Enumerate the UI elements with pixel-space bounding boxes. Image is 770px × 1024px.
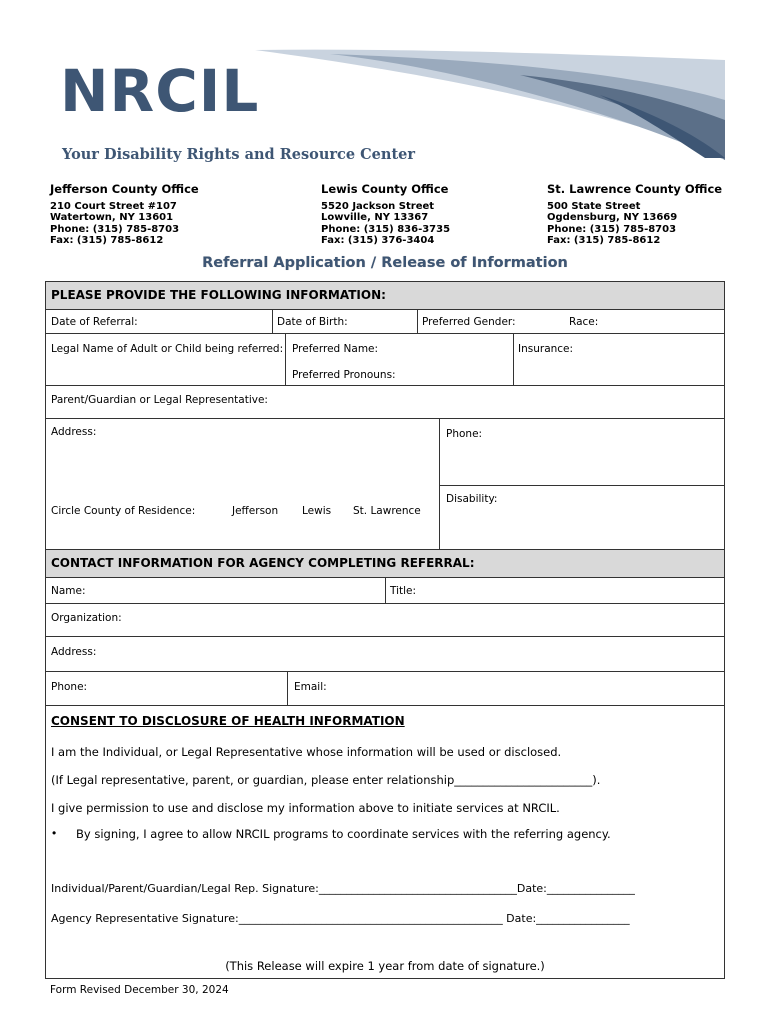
county-option-jefferson[interactable]: Jefferson: [232, 505, 279, 517]
consent-bullet-text: By signing, I agree to allow NRCIL programs to coordinate services with the referring agency.: [76, 827, 611, 841]
agency-title-field[interactable]: [385, 577, 725, 604]
preferred-gender-label: Preferred Gender:: [422, 316, 516, 328]
office-name: Jefferson County Office: [50, 182, 199, 196]
office-street: 500 State Street: [547, 200, 641, 212]
form-title: Referral Application / Release of Information: [202, 255, 568, 271]
disability-field[interactable]: [439, 485, 725, 550]
date-of-referral-field[interactable]: [45, 309, 273, 334]
office-fax: Fax: (315) 785-8612: [50, 235, 164, 246]
gender-race-field[interactable]: [417, 309, 725, 334]
section-heading-text: PLEASE PROVIDE THE FOLLOWING INFORMATION:: [51, 288, 386, 302]
agency-address-label: Address:: [51, 646, 97, 658]
section-heading-agency: [45, 549, 725, 578]
nrcil-logo: NRCIL: [60, 57, 260, 125]
agency-name-field[interactable]: [45, 577, 386, 604]
insurance-label: Insurance:: [518, 343, 574, 355]
consent-line-individual: I am the Individual, or Legal Representative whose information will be used or disclosed.: [51, 745, 562, 759]
consent-line-relationship[interactable]: (If Legal representative, parent, or guardian, please enter relationship________________________).: [51, 773, 601, 787]
legal-name-field[interactable]: [45, 333, 286, 386]
bullet-icon: •: [52, 826, 57, 840]
section-heading-text: CONTACT INFORMATION FOR AGENCY COMPLETING REFERRAL:: [51, 556, 475, 570]
phone-field[interactable]: [439, 418, 725, 486]
expiration-note: (This Release will expire 1 year from date of signature.): [225, 959, 545, 973]
agency-address-field[interactable]: [45, 636, 725, 672]
office-street: 210 Court Street #107: [50, 200, 177, 212]
organization-label: Organization:: [51, 612, 122, 624]
office-jefferson: [50, 184, 199, 247]
consent-line-permission: I give permission to use and disclose my information above to initiate services at NRCIL.: [51, 801, 560, 815]
organization-field[interactable]: [45, 603, 725, 637]
office-stlawrence: [547, 184, 722, 247]
address-label: Address:: [51, 426, 97, 438]
consent-heading: CONSENT TO DISCLOSURE OF HEALTH INFORMATION: [51, 714, 405, 728]
date-of-referral-label: Date of Referral:: [51, 316, 138, 328]
agency-phone-field[interactable]: [45, 671, 288, 706]
office-street: 5520 Jackson Street: [321, 200, 435, 212]
legal-name-label: Legal Name of Adult or Child being referred:: [51, 343, 284, 355]
agency-email-field[interactable]: [287, 671, 725, 706]
office-phone: Phone: (315) 785-8703: [50, 223, 180, 235]
guardian-label: Parent/Guardian or Legal Representative:: [51, 394, 268, 406]
office-city: Watertown, NY 13601: [50, 212, 174, 223]
individual-signature-line[interactable]: Individual/Parent/Guardian/Legal Rep. Signature:____________________________________Date:________________: [51, 882, 635, 895]
tagline: Your Disability Rights and Resource Center: [62, 146, 416, 163]
form-revision-footer: Form Revised December 30, 2024: [50, 984, 229, 996]
office-fax: Fax: (315) 376-3404: [321, 235, 435, 246]
office-name: Lewis County Office: [321, 182, 449, 196]
office-city: Lowville, NY 13367: [321, 212, 429, 223]
phone-label: Phone:: [446, 428, 483, 440]
county-label: Circle County of Residence:: [51, 505, 196, 517]
preferred-pronouns-label: Preferred Pronouns:: [292, 369, 396, 381]
office-lewis: [321, 184, 450, 247]
office-name: St. Lawrence County Office: [547, 182, 723, 196]
agency-title-label: Title:: [390, 585, 417, 597]
date-of-birth-label: Date of Birth:: [277, 316, 348, 328]
county-option-stlawrence[interactable]: St. Lawrence: [353, 505, 421, 517]
agency-phone-label: Phone:: [51, 681, 88, 693]
guardian-field[interactable]: [45, 385, 725, 419]
preferred-name-field[interactable]: [285, 333, 514, 386]
date-of-birth-field[interactable]: [272, 309, 418, 334]
office-phone: Phone: (315) 785-8703: [547, 223, 677, 235]
insurance-field[interactable]: [513, 333, 725, 386]
address-field[interactable]: [45, 418, 440, 550]
race-label: Race:: [569, 316, 599, 328]
agency-name-label: Name:: [51, 585, 86, 597]
office-fax: Fax: (315) 785-8612: [547, 235, 661, 246]
agency-signature-line[interactable]: Agency Representative Signature:________________________________________________ Date:_________________: [51, 912, 630, 925]
section-heading-info: [45, 281, 725, 310]
office-city: Ogdensburg, NY 13669: [547, 212, 678, 223]
preferred-name-label: Preferred Name:: [292, 343, 379, 355]
agency-email-label: Email:: [294, 681, 327, 693]
county-option-lewis[interactable]: Lewis: [302, 505, 332, 517]
disability-label: Disability:: [446, 493, 498, 505]
office-phone: Phone: (315) 836-3735: [321, 223, 451, 235]
